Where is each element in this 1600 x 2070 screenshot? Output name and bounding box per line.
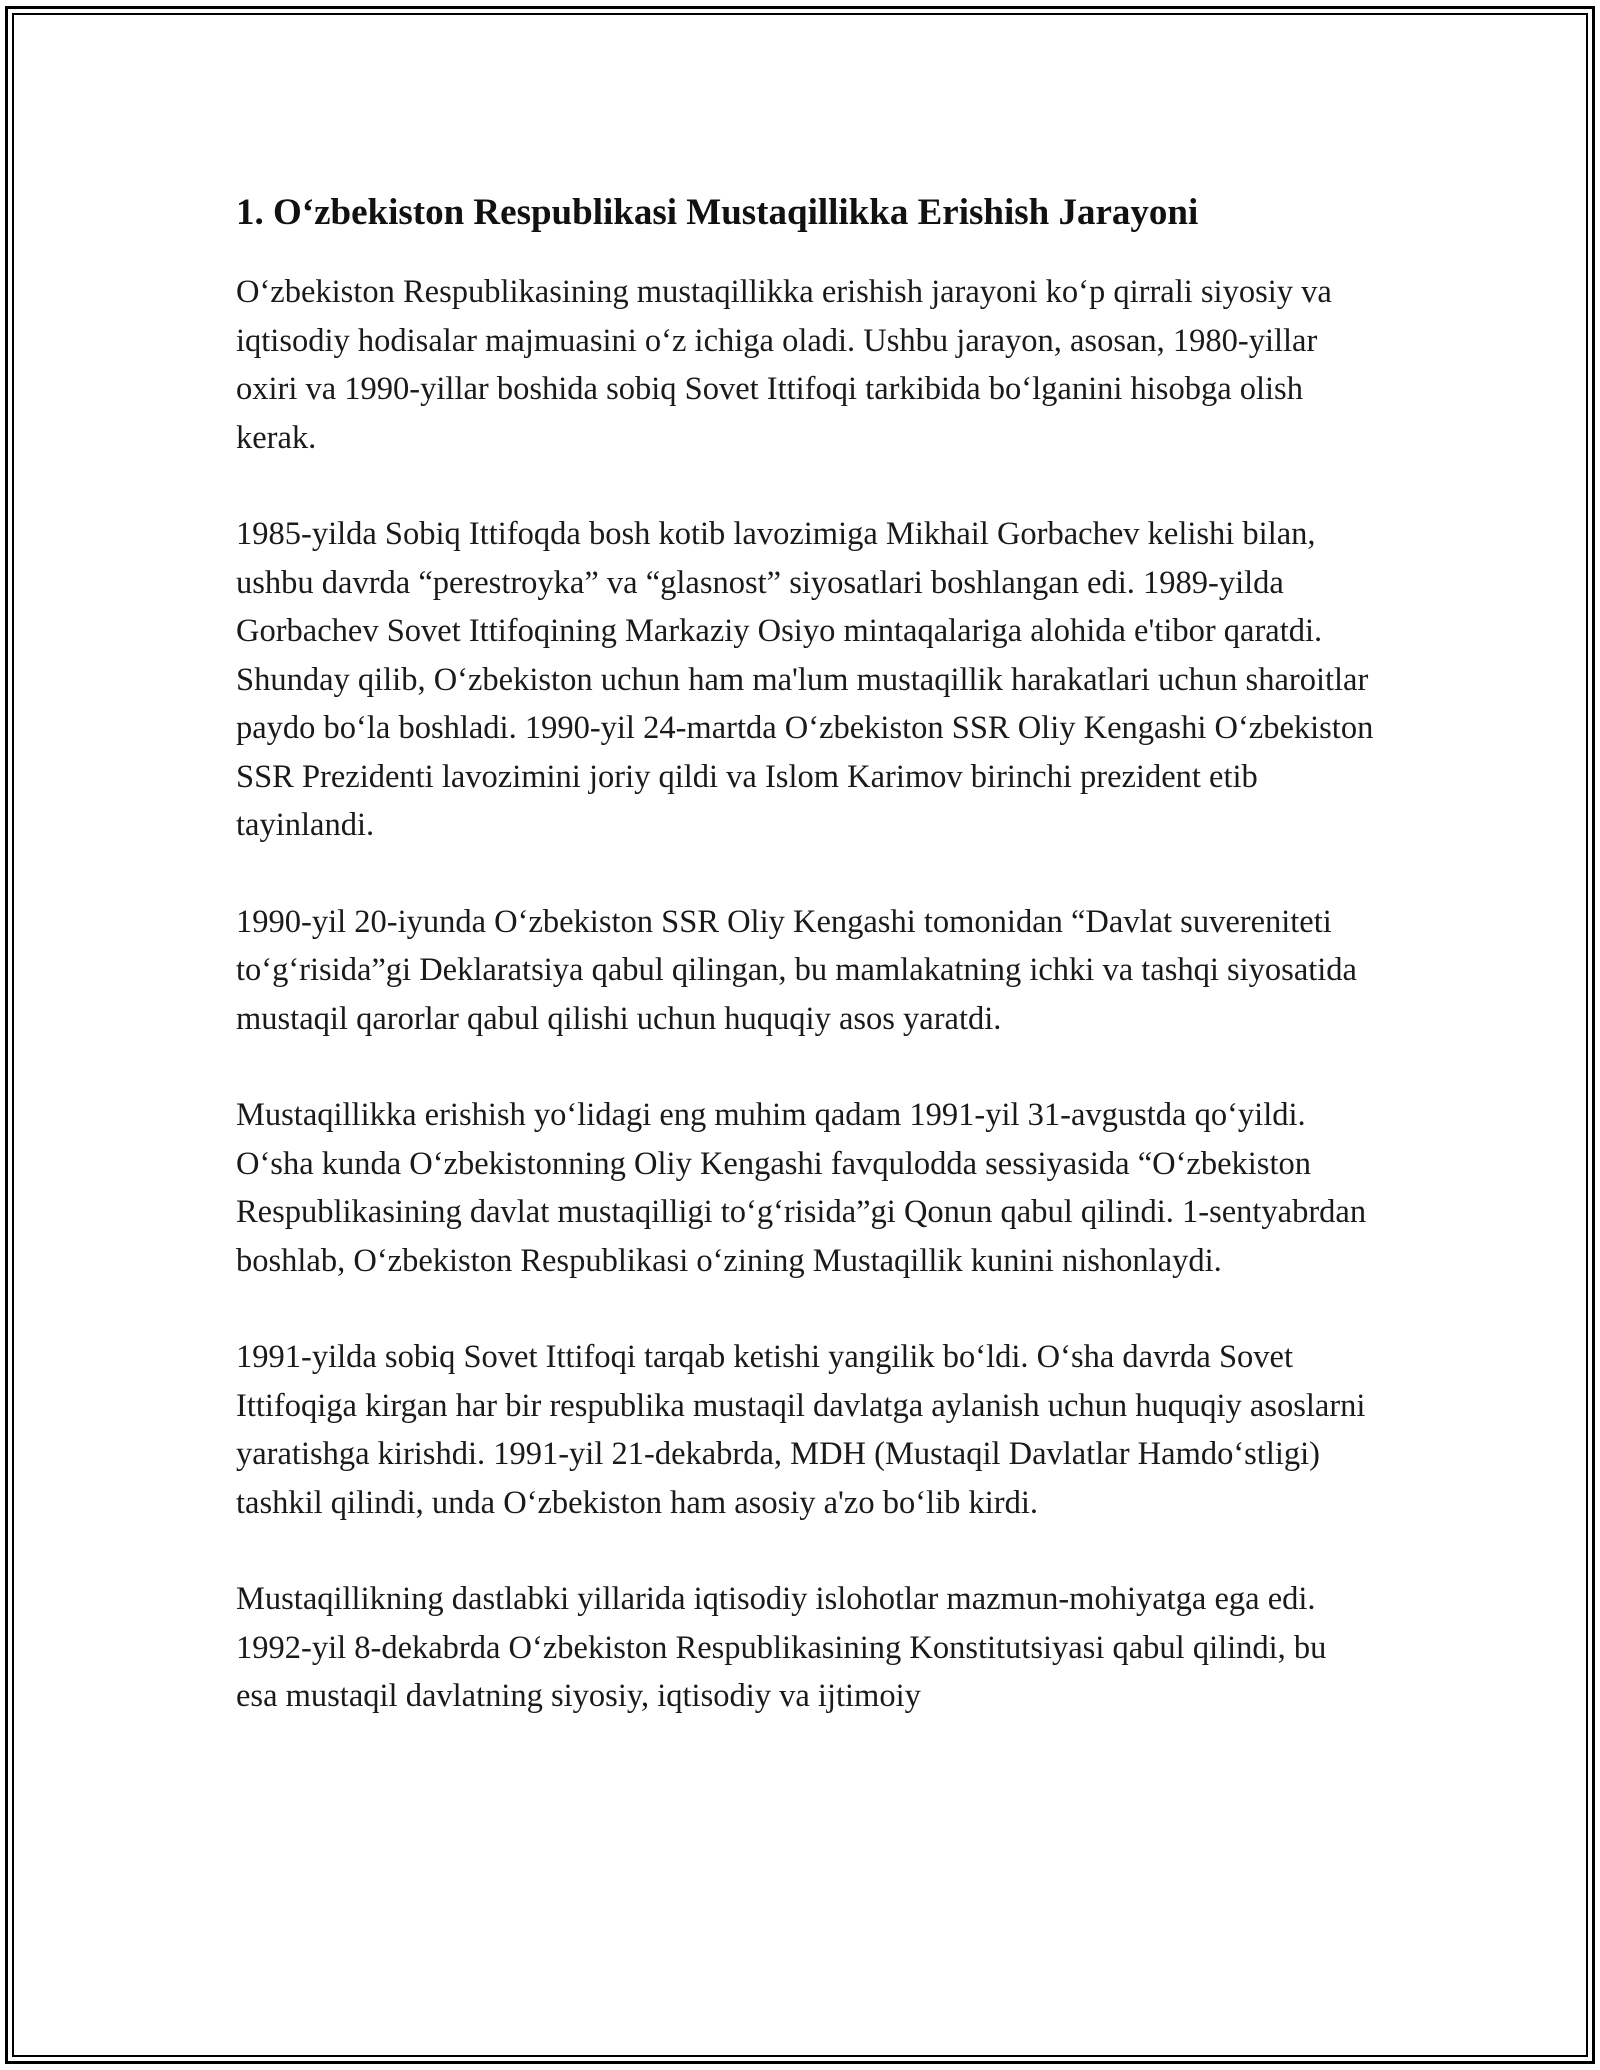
paragraph-early-reforms: Mustaqillikning dastlabki yillarida iqtisodiy islohotlar mazmun-mohiyatga ega edi. 1992-yil 8-dekabrda Oʻzbekiston Respublikasining Konstitutsiyasi qabul qilindi, bu esa mustaqil davlatning siyosiy, iqtisodiy va ijtimoiy	[236, 1581, 1327, 1714]
paragraph-1985-1990: 1985-yilda Sobiq Ittifoqda bosh kotib lavozimiga Mikhail Gorbachev kelishi bilan, ushbu davrda “perestroyka” va “glasnost” siyosatlari boshlangan edi. 1989-yilda Gorbachev Sovet Ittifoqining Markaziy Osiyo mintaqalariga alohida e'tibor qaratdi. Shunday qilib, Oʻzbekiston uchun ham ma'lum mustaqillik harakatlari uchun sharoitlar paydo boʻla boshladi. 1990-yil 24-martda Oʻzbekiston SSR Oliy Kengashi Oʻzbekiston SSR Prezidenti lavozimini joriy qildi va Islom Karimov birinchi prezident etib tayinlandi.	[236, 516, 1374, 843]
paragraph-sovereignty-declaration: 1990-yil 20-iyunda Oʻzbekiston SSR Oliy Kengashi tomonidan “Davlat suvereniteti toʻgʻrisida”gi Deklaratsiya qabul qilingan, bu mamlakatning ichki va tashqi siyosatida mustaqil qarorlar qabul qilishi uchun huquqiy asos yaratdi.	[236, 903, 1357, 1037]
paragraph-cis-formation: 1991-yilda sobiq Sovet Ittifoqi tarqab ketishi yangilik boʻldi. Oʻsha davrda Sovet Ittifoqiga kirgan har bir respublika mustaqil davlatga aylanish uchun huquqiy asoslarni yaratishga kirishdi. 1991-yil 21-dekabrda, MDH (Mustaqil Davlatlar Hamdoʻstligi) tashkil qilindi, unda Oʻzbekiston ham asosiy a'zo boʻlib kirdi.	[236, 1339, 1366, 1521]
document-body	[236, 186, 1376, 1769]
document-title: 1. Oʻzbekiston Respublikasi Mustaqillikka Erishish Jarayoni	[236, 192, 1199, 233]
paragraph-independence-law: Mustaqillikka erishish yoʻlidagi eng muhim qadam 1991-yil 31-avgustda qoʻyildi. Oʻsha kunda Oʻzbekistonning Oliy Kengashi favqulodda sessiyasida “Oʻzbekiston Respublikasining davlat mustaqilligi toʻgʻrisida”gi Qonun qabul qilindi. 1-sentyabrdan boshlab, Oʻzbekiston Respublikasi oʻzining Mustaqillik kunini nishonlaydi.	[236, 1097, 1367, 1279]
paragraph-intro: Oʻzbekiston Respublikasining mustaqillikka erishish jarayoni koʻp qirrali siyosiy va iqtisodiy hodisalar majmuasini oʻz ichiga oladi. Ushbu jarayon, asosan, 1980-yillar oxiri va 1990-yillar boshida sobiq Sovet Ittifoqi tarkibida boʻlganini hisobga olish kerak.	[236, 274, 1332, 456]
